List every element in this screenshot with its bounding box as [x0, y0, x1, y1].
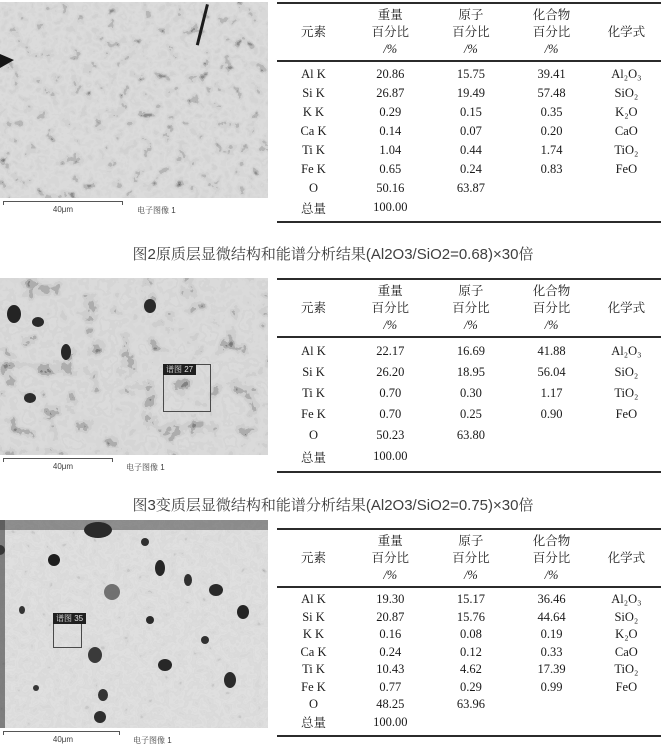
cell-weight-percent: 19.30 [376, 592, 405, 607]
cell-atomic-percent: 0.44 [459, 143, 482, 157]
cell-compound-percent: 1.17 [540, 386, 563, 400]
cell-element: Fe K [301, 679, 326, 694]
cell-element: Al K [301, 592, 326, 607]
cell-element: K K [302, 105, 325, 119]
header-atomic-percent [431, 280, 512, 336]
cell-formula: FeO [615, 679, 638, 694]
cell-element: Ti K [302, 662, 325, 677]
header-weight-percent [350, 280, 431, 336]
table-body [277, 338, 661, 473]
table-row [277, 160, 661, 179]
cell-element: 总量 [300, 201, 326, 216]
header-line: 百分比 [371, 550, 410, 565]
scale-length-label: 40μm [52, 462, 74, 471]
eds-table-altered-layer [277, 278, 661, 473]
table-row [277, 84, 661, 103]
table-row [277, 122, 661, 141]
electron-image-label: 电子图像 1 [126, 463, 165, 472]
cell-weight-percent: 1.04 [379, 143, 402, 157]
header-line: /% [544, 41, 559, 56]
cell-atomic-percent: 0.07 [459, 124, 482, 138]
header-weight-percent [350, 530, 431, 586]
header-line: 百分比 [371, 24, 410, 39]
header-line: 原子 [458, 283, 484, 298]
cell-formula: CaO [614, 644, 638, 659]
cell-atomic-percent: 0.25 [459, 407, 482, 421]
header-line: 百分比 [452, 550, 490, 565]
header-compound-percent [511, 280, 592, 336]
cell-element: Si K [302, 609, 325, 624]
cell-atomic-percent: 19.49 [456, 86, 485, 100]
cell-formula: TiO₂ [614, 662, 639, 677]
cell-atomic-percent: 63.96 [456, 697, 485, 712]
cell-atomic-percent: 15.75 [456, 67, 485, 81]
header-line: 重量 [377, 533, 403, 548]
sem-image-3 [0, 520, 268, 728]
cell-formula: SiO₂ [614, 609, 639, 624]
cell-weight-percent: 0.16 [379, 627, 402, 642]
cell-formula: K₂O [615, 105, 638, 119]
cell-formula: SiO₂ [614, 365, 639, 379]
cell-element: K K [302, 627, 325, 642]
header-line: /% [383, 567, 398, 582]
table-row [277, 644, 661, 662]
cell-element: Al K [301, 344, 326, 358]
cell-formula: Al₂O₃ [611, 67, 642, 81]
header-line: 化合物 [532, 283, 571, 298]
header-line: 百分比 [371, 300, 410, 315]
cell-element: Fe K [301, 162, 326, 176]
cell-element: O [308, 428, 318, 442]
cell-weight-percent: 0.24 [379, 644, 402, 659]
cell-compound-percent: 0.20 [540, 124, 563, 138]
header-line: /% [383, 41, 398, 56]
table-header [277, 278, 661, 338]
table-row [277, 103, 661, 122]
cell-weight-percent: 0.70 [379, 386, 402, 400]
figure-caption-2: 图2原质层显微结构和能谱分析结果(Al2O3/SiO2=0.68)×30倍 [132, 246, 534, 263]
scale-bar-strip [0, 198, 268, 214]
spectrum-label: 谱图 27 [163, 364, 196, 375]
cell-formula: FeO [615, 407, 638, 421]
header-element: 元素 [300, 550, 326, 565]
cell-formula: TiO₂ [614, 386, 639, 400]
spectrum-label: 谱图 35 [53, 613, 86, 624]
cell-formula: Al₂O₃ [611, 592, 642, 607]
header-formula: 化学式 [607, 300, 646, 315]
header-line: 原子 [458, 7, 484, 22]
cell-element: Ca K [300, 124, 327, 138]
table-row [277, 446, 661, 467]
cell-compound-percent: 1.74 [540, 143, 563, 157]
eds-table-porous-layer [277, 528, 661, 737]
cell-element: Ca K [300, 644, 327, 659]
cell-atomic-percent: 0.30 [459, 386, 482, 400]
cell-atomic-percent: 15.17 [456, 592, 485, 607]
table-body [277, 588, 661, 737]
cell-weight-percent: 50.16 [376, 181, 405, 195]
cell-compound-percent: 0.99 [540, 679, 563, 694]
cell-compound-percent: 56.04 [537, 365, 566, 379]
header-line: 化合物 [532, 7, 571, 22]
cell-element: O [308, 181, 318, 195]
cell-weight-percent: 20.86 [376, 67, 405, 81]
header-line: /% [544, 567, 559, 582]
cell-weight-percent: 0.14 [379, 124, 402, 138]
table-row [277, 626, 661, 644]
cell-element: Al K [301, 67, 326, 81]
cell-weight-percent: 100.00 [373, 714, 408, 729]
cell-compound-percent: 17.39 [537, 662, 566, 677]
cell-element: Si K [302, 365, 325, 379]
table-row [277, 591, 661, 609]
cell-weight-percent: 26.87 [376, 86, 405, 100]
cell-atomic-percent: 63.80 [456, 428, 485, 442]
table-row [277, 341, 661, 362]
header-line: 重量 [377, 283, 403, 298]
cell-weight-percent: 26.20 [376, 365, 405, 379]
table-row [277, 65, 661, 84]
cell-weight-percent: 50.23 [376, 428, 405, 442]
header-line: 百分比 [532, 24, 571, 39]
scale-length-label: 40μm [52, 735, 74, 744]
header-weight-percent [350, 4, 431, 60]
header-formula: 化学式 [607, 24, 646, 39]
cell-compound-percent: 0.83 [540, 162, 563, 176]
header-compound-percent [511, 4, 592, 60]
cell-compound-percent: 0.35 [540, 105, 563, 119]
cell-atomic-percent: 63.87 [456, 181, 485, 195]
header-compound-percent [511, 530, 592, 586]
eds-table-original-layer [277, 2, 661, 223]
header-line: 原子 [458, 533, 484, 548]
cell-atomic-percent: 0.12 [459, 644, 482, 659]
sem-texture-1 [0, 2, 268, 198]
spectrum-region-box [163, 364, 211, 412]
cell-formula: Al₂O₃ [611, 344, 642, 358]
cell-atomic-percent: 0.08 [459, 627, 482, 642]
cell-formula: FeO [615, 162, 638, 176]
table-row [277, 404, 661, 425]
electron-image-label: 电子图像 1 [137, 206, 176, 215]
table-row [277, 714, 661, 732]
cell-weight-percent: 48.25 [376, 697, 405, 712]
table-row [277, 661, 661, 679]
spectrum-region-box [53, 613, 82, 648]
header-line: 百分比 [452, 300, 490, 315]
table-header [277, 528, 661, 588]
cell-element: Fe K [301, 407, 326, 421]
cell-weight-percent: 0.77 [379, 679, 402, 694]
table-row [277, 696, 661, 714]
cell-atomic-percent: 0.24 [459, 162, 482, 176]
sem-micrograph-porous-layer [0, 520, 268, 744]
header-line: /% [463, 567, 478, 582]
header-line: 百分比 [452, 24, 490, 39]
header-atomic-percent [431, 4, 512, 60]
cell-weight-percent: 0.65 [379, 162, 402, 176]
cell-weight-percent: 100.00 [373, 449, 408, 463]
cell-compound-percent: 57.48 [537, 86, 566, 100]
cell-formula: K₂O [615, 627, 638, 642]
cell-compound-percent: 41.88 [537, 344, 566, 358]
scale-bar-strip [0, 455, 268, 471]
header-line: 重量 [377, 7, 403, 22]
table-row [277, 141, 661, 160]
header-line: 百分比 [532, 300, 571, 315]
cell-atomic-percent: 4.62 [459, 662, 482, 677]
sem-texture-2 [0, 278, 268, 455]
table-header [277, 2, 661, 62]
table-row [277, 609, 661, 627]
cell-atomic-percent: 16.69 [456, 344, 485, 358]
cell-weight-percent: 20.87 [376, 609, 405, 624]
cell-compound-percent: 44.64 [537, 609, 566, 624]
header-line: 化合物 [532, 533, 571, 548]
cell-element: Ti K [302, 386, 325, 400]
header-atomic-percent [431, 530, 512, 586]
sem-image-2 [0, 278, 268, 455]
cell-element: Si K [302, 86, 325, 100]
sem-texture-3 [0, 520, 268, 728]
sem-micrograph-altered-layer [0, 278, 268, 471]
header-line: /% [463, 317, 478, 332]
header-formula: 化学式 [607, 550, 646, 565]
cell-compound-percent: 0.90 [540, 407, 563, 421]
cell-weight-percent: 0.70 [379, 407, 402, 421]
cell-element: O [308, 697, 318, 712]
sem-image-1 [0, 2, 268, 198]
scale-length-label: 40μm [52, 205, 74, 214]
cell-weight-percent: 0.29 [379, 105, 402, 119]
cell-compound-percent: 39.41 [537, 67, 566, 81]
table-row [277, 362, 661, 383]
header-line: 百分比 [532, 550, 571, 565]
figure-caption-3: 图3变质层显微结构和能谱分析结果(Al2O3/SiO2=0.75)×30倍 [132, 497, 534, 514]
header-line: /% [463, 41, 478, 56]
cell-element: Ti K [302, 143, 325, 157]
header-element: 元素 [300, 24, 326, 39]
cell-weight-percent: 10.43 [376, 662, 405, 677]
header-line: /% [544, 317, 559, 332]
table-row [277, 179, 661, 198]
header-line: /% [383, 317, 398, 332]
sem-micrograph-original-layer [0, 2, 268, 214]
scale-bar-strip [0, 728, 268, 744]
cell-atomic-percent: 18.95 [456, 365, 485, 379]
cell-compound-percent: 36.46 [537, 592, 566, 607]
cell-formula: CaO [614, 124, 638, 138]
cell-compound-percent: 0.33 [540, 644, 563, 659]
table-row [277, 198, 661, 217]
cell-atomic-percent: 0.29 [459, 679, 482, 694]
table-row [277, 425, 661, 446]
cell-weight-percent: 100.00 [373, 200, 408, 214]
header-element: 元素 [300, 300, 326, 315]
table-row [277, 679, 661, 697]
cell-weight-percent: 22.17 [376, 344, 405, 358]
cell-element: 总量 [300, 716, 326, 731]
cell-atomic-percent: 15.76 [456, 609, 485, 624]
table-row [277, 383, 661, 404]
cell-compound-percent: 0.19 [540, 627, 563, 642]
cell-formula: TiO₂ [614, 143, 639, 157]
cell-element: 总量 [300, 450, 326, 465]
electron-image-label: 电子图像 1 [133, 736, 172, 745]
cell-formula: SiO₂ [614, 86, 639, 100]
cell-atomic-percent: 0.15 [459, 105, 482, 119]
table-body [277, 62, 661, 223]
